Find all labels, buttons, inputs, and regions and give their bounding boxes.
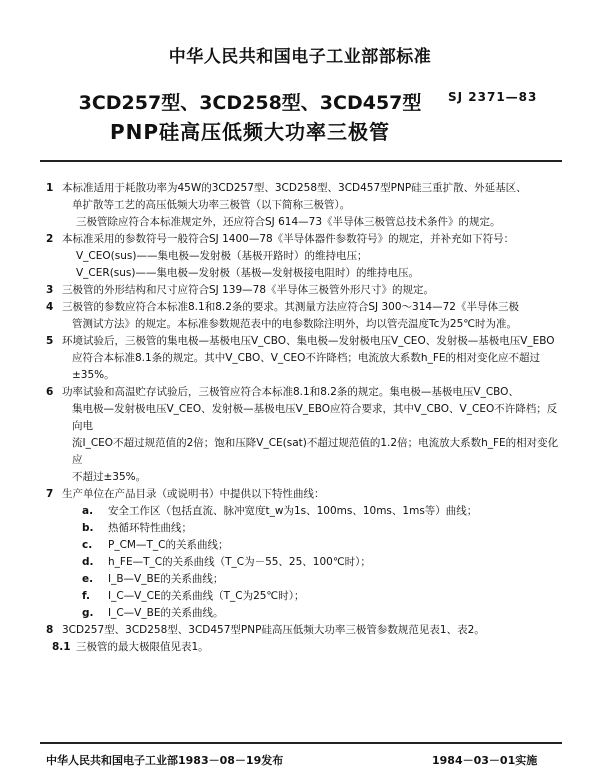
clause-line [46,486,562,503]
clause-8: 8 3CD257型、3CD258型、3CD457型PNP硅高压低频大功率三极管参数规范见表1、表2。 [46,624,485,636]
effective-date: 1984－03－01实施 [432,754,538,767]
issue-date: 中华人民共和国电子工业部1983－08－19发布 [46,754,284,767]
clause-line [46,435,562,469]
curve-label: d. [82,556,94,568]
clause-text: V_CER(sus)——集电极—发射极（基极—发射极接电阻时）的维持电压。 [76,267,419,279]
clause-line [46,333,562,350]
clause-line [46,180,562,197]
clause-number: 6 [46,386,54,398]
standard-code: SJ 2371—83 [448,90,538,104]
clause-line [46,197,562,214]
clause-text: 本标准适用于耗散功率为45W的3CD257型、3CD258型、3CD457型PNP硅三重扩散、外延基区、 [62,182,527,194]
clause-line [46,265,562,282]
clause-8-1: 8.1 三极管的最大极限值见表1。 [52,641,209,653]
document-title-models: 3CD257型、3CD258型、3CD457型 [78,92,422,114]
clause-number: 1 [46,182,54,194]
curve-text: I_C—V_BE的关系曲线。 [108,607,224,619]
title-divider [40,160,562,162]
curve-label: g. [82,607,94,619]
clause-number: 5 [46,335,54,347]
curve-label: b. [82,522,94,534]
curve-item [46,520,562,537]
curve-text: h_FE—T_C的关系曲线（T_C为－55、25、100℃时）； [108,556,371,568]
curve-label: f. [82,590,90,602]
clause-number: 4 [46,301,54,313]
clause-line [46,316,562,333]
document-title-product: PNP硅高压低频大功率三极管 [109,120,391,144]
footer-divider [40,742,562,744]
clause-line [46,401,562,435]
curve-item [46,588,562,605]
document-body [46,180,562,656]
clause-text: ±35%。 [72,369,115,381]
clause-line [46,214,562,231]
clause-text: 生产单位在产品目录（或说明书）中提供以下特性曲线： [62,488,325,500]
clause-number: 3 [46,284,54,296]
curve-item [46,503,562,520]
curve-item [46,554,562,571]
clause-number: 7 [46,488,54,500]
curve-item [46,537,562,554]
curve-text: I_C—V_CE的关系曲线（T_C为25℃时）； [108,590,305,602]
clause-text: 三极管的参数应符合本标准8.1和8.2条的要求。其测量方法应符合SJ 300～314—72《半导体三极 [62,301,519,313]
curve-label: c. [82,539,93,551]
curve-text: I_B—V_BE的关系曲线； [108,573,224,585]
clause-text: 三极管除应符合本标准规定外，还应符合SJ 614—73《半导体三极管总技术条件》的规定。 [76,216,501,228]
clause-line [46,231,562,248]
curve-item [46,605,562,622]
clause-text: 本标准采用的参数符号一般符合SJ 1400—78《半导体器件参数符号》的规定，并补充如下符号： [62,233,515,245]
clause-line [46,350,562,367]
curve-item [46,571,562,588]
clause-line [46,469,562,486]
curve-list [46,503,562,622]
clause-text: 功率试验和高温贮存试验后，三极管应符合本标准8.1和8.2条的规定。集电极—基极电压V_CBO、 [62,386,519,398]
curve-text: 热循环特性曲线； [108,522,192,534]
clause-line [46,299,562,316]
curve-text: P_CM—T_C的关系曲线； [108,539,229,551]
clause-number: 2 [46,233,54,245]
curve-text: 安全工作区（包括直流、脉冲宽度t_w为1s、100ms、10ms、1ms等）曲线； [108,505,478,517]
clause-line [46,248,562,265]
clause-text: V_CEO(sus)——集电极—发射极（基极开路时）的维持电压； [76,250,368,262]
clause-text: 管测试方法》的规定。本标准参数规范表中的电参数除注明外，均以管壳温度Tc为25℃时为准。 [72,318,518,330]
curve-label: a. [82,505,94,517]
clause-list [46,180,562,503]
clause-text: 单扩散等工艺的高压低频大功率三极管（以下简称三极管）。 [72,199,351,211]
clause-text: 环境试验后，三极管的集电极—基极电压V_CBO、集电极—发射极电压V_CEO、发射极—基极电压V_EBO [62,335,555,347]
clause-line [46,282,562,299]
clause-text: 应符合本标准8.1条的规定。其中V_CBO、V_CEO不许降档；电流放大系数h_FE的相对变化应不超过 [72,352,540,364]
clause-text: 不超过±35%。 [72,471,147,483]
clause-line [46,384,562,401]
curve-label: e. [82,573,94,585]
ministry-header: 中华人民共和国电子工业部部标准 [168,47,432,67]
clause-text: 三极管的外形结构和尺寸应符合SJ 139—78《半导体三极管外形尺寸》的规定。 [62,284,435,296]
clause-text: 集电极—发射极电压V_CEO、发射极—基极电压V_EBO应符合要求，其中V_CBO、V_CEO不许降档；反向电 [72,403,558,432]
clause-text: 流I_CEO不超过规范值的2倍；饱和压降V_CE(sat)不超过规范值的1.2倍；电流放大系数h_FE的相对变化应 [72,437,559,466]
clause-line [46,367,562,384]
